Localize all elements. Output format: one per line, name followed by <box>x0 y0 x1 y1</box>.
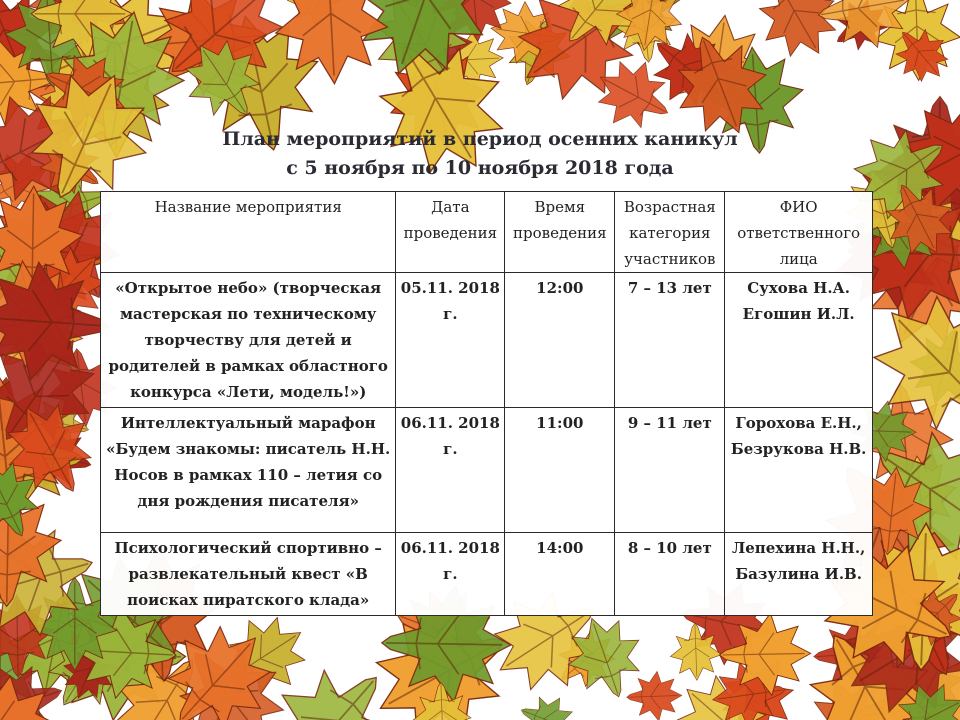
header-age: Возрастная категория участников <box>615 192 725 273</box>
event-date: 06.11. 2018 г. <box>396 408 505 533</box>
title-line-2: с 5 ноября по 10 ноября 2018 года <box>286 157 674 179</box>
event-responsible: Лепехина Н.Н., Базулина И.В. <box>725 533 873 616</box>
page-title <box>180 125 780 183</box>
event-time: 11:00 <box>505 408 615 533</box>
header-date: Дата проведения <box>396 192 505 273</box>
event-date: 06.11. 2018 г. <box>396 533 505 616</box>
header-time: Время проведения <box>505 192 615 273</box>
event-responsible: Горохова Е.Н., Безрукова Н.В. <box>725 408 873 533</box>
header-name: Название мероприятия <box>101 192 396 273</box>
table-header-row <box>101 192 873 273</box>
event-time: 14:00 <box>505 533 615 616</box>
event-date: 05.11. 2018 г. <box>396 273 505 408</box>
event-age: 9 – 11 лет <box>615 408 725 533</box>
event-name: «Открытое небо» (творческая мастерская по техническому творчеству для детей и родителей в рамках областного конкурса «Лети, модель!») <box>101 273 396 408</box>
events-table <box>100 191 873 616</box>
table-row <box>101 533 873 616</box>
event-age: 7 – 13 лет <box>615 273 725 408</box>
event-time: 12:00 <box>505 273 615 408</box>
title-line-1: План мероприятий в период осенних каникул <box>222 128 738 150</box>
table-row <box>101 408 873 533</box>
event-name: Психологический спортивно – развлекательный квест «В поисках пиратского клада» <box>101 533 396 616</box>
header-responsible: ФИО ответственного лица <box>725 192 873 273</box>
table-row <box>101 273 873 408</box>
event-age: 8 – 10 лет <box>615 533 725 616</box>
event-responsible: Сухова Н.А. Егошин И.Л. <box>725 273 873 408</box>
event-name: Интеллектуальный марафон «Будем знакомы: писатель Н.Н. Носов в рамках 110 – летия со дня рождения писателя» <box>101 408 396 533</box>
autumn-leaf-icon <box>512 687 582 720</box>
autumn-leaf-icon <box>626 671 683 720</box>
